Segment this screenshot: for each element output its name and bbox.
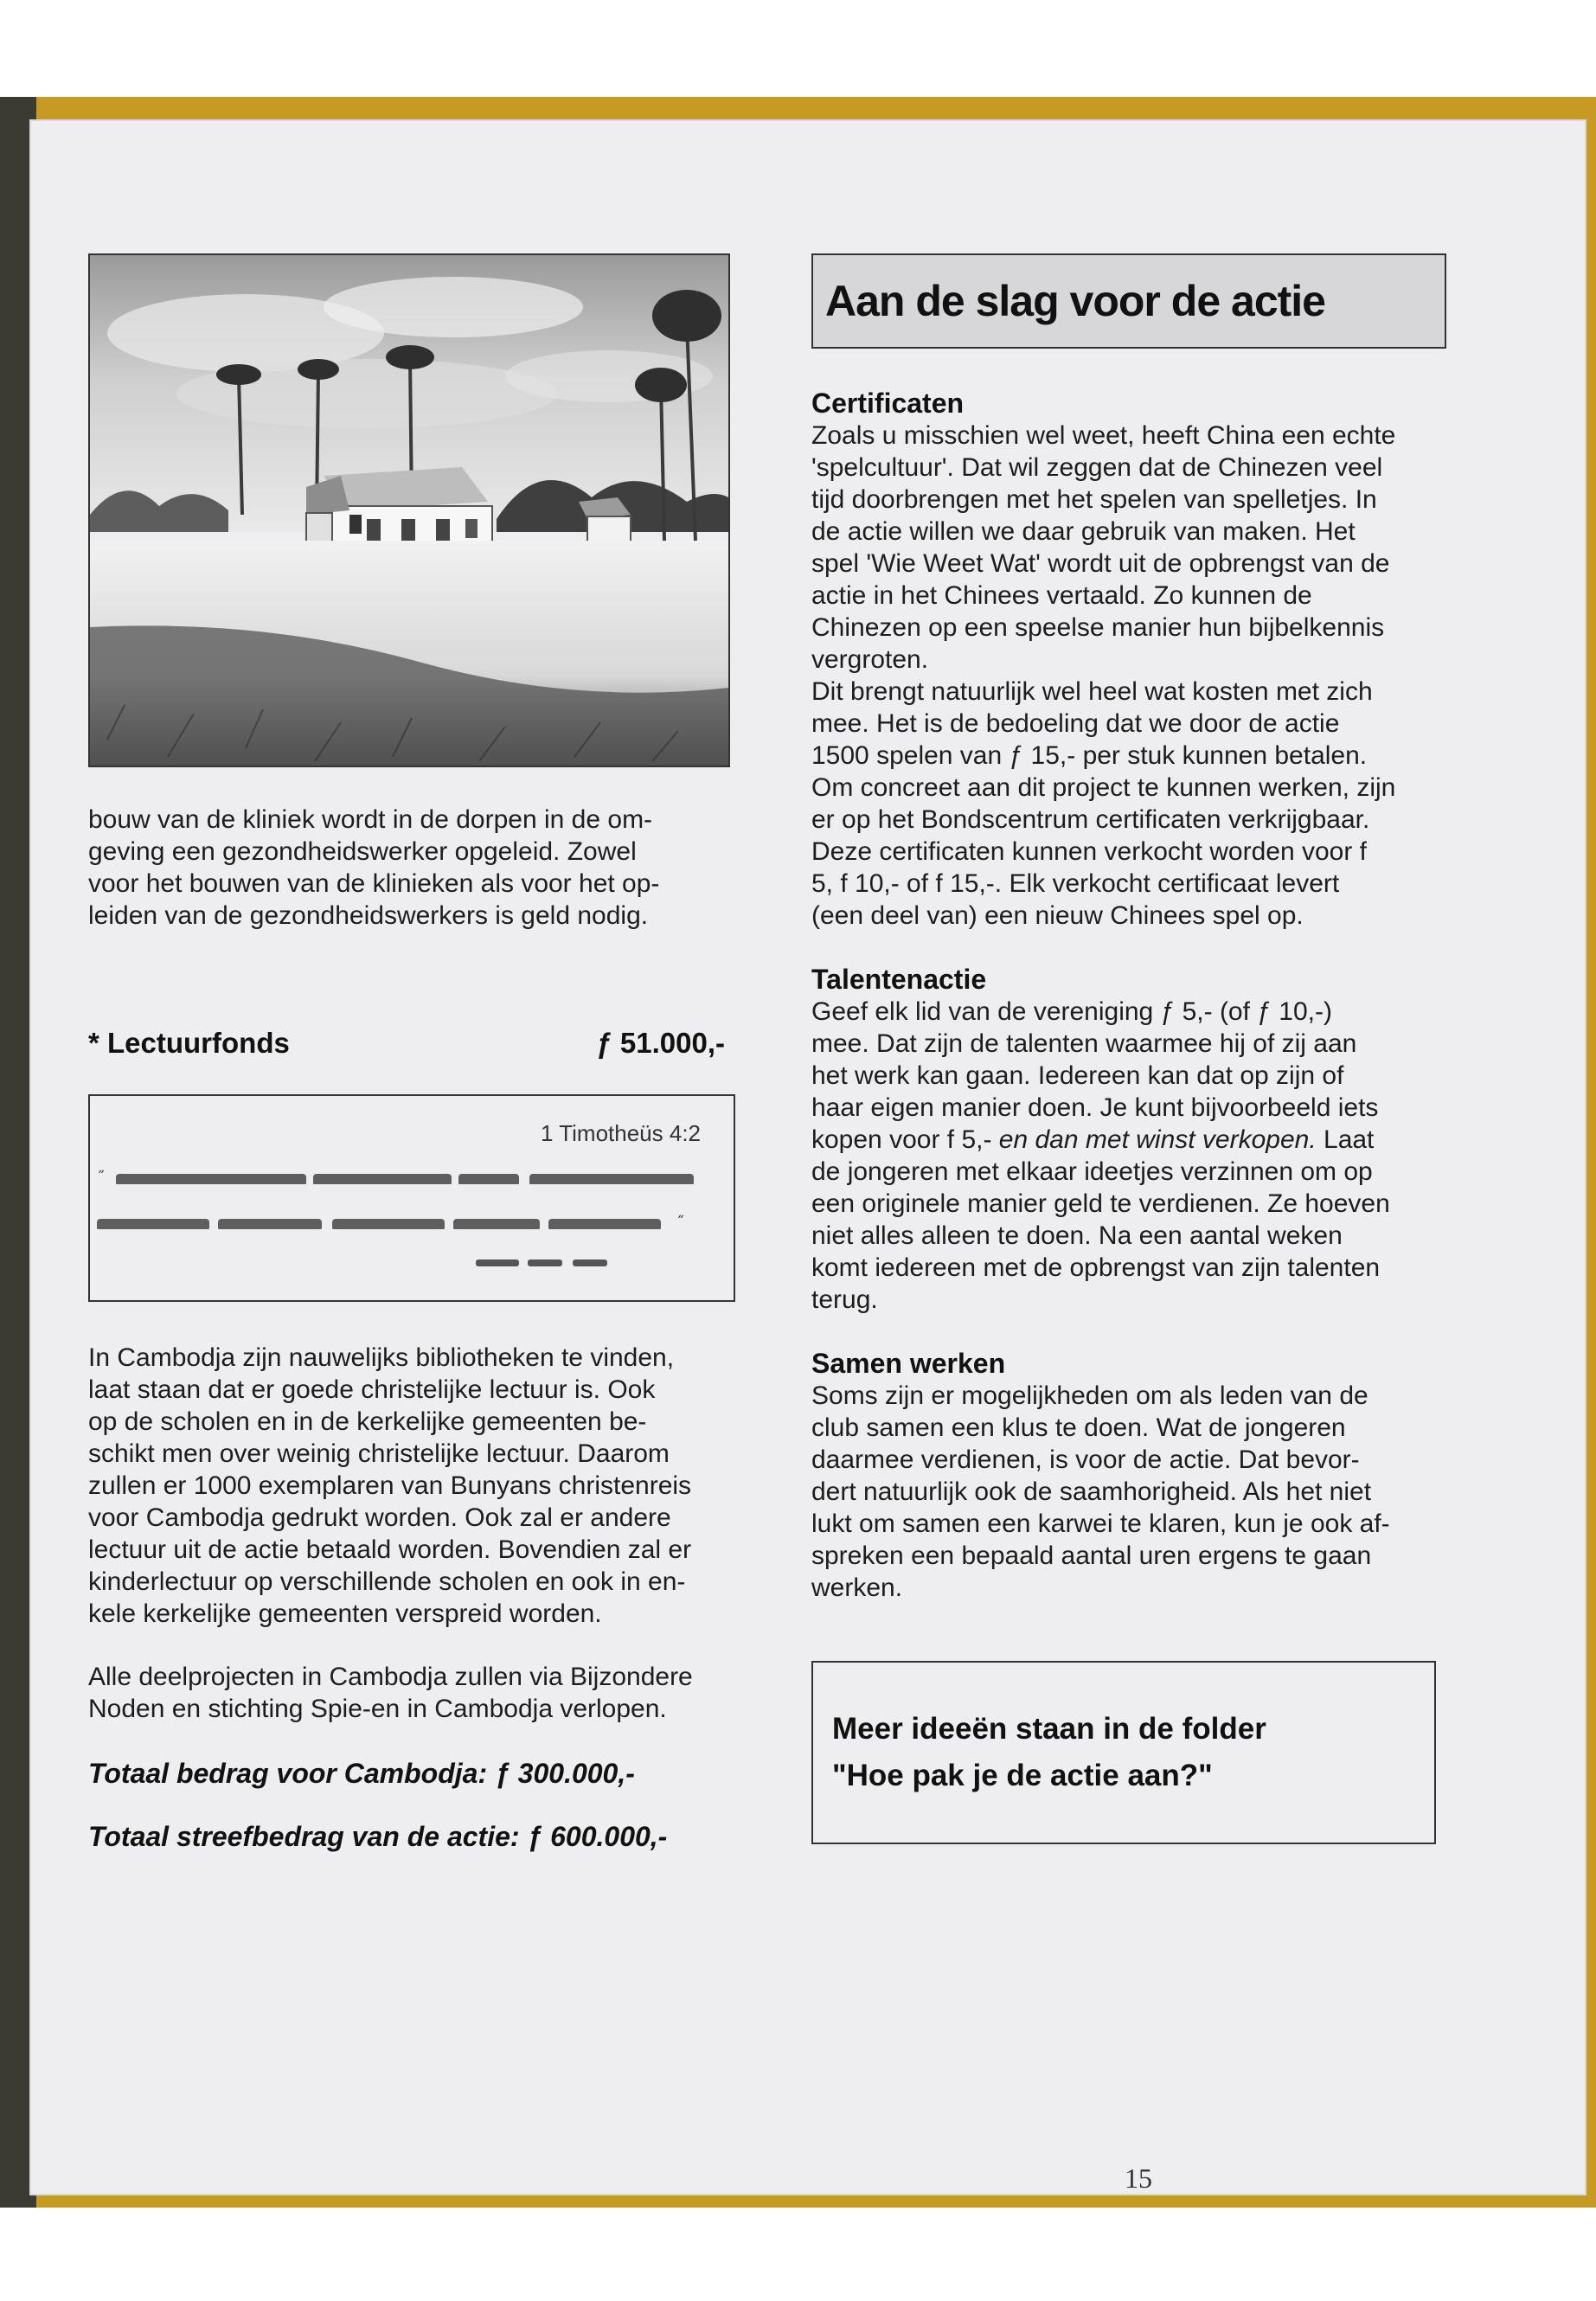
clinic-photo-illustration: [90, 255, 728, 766]
fund-amount: ƒ 51.000,-: [596, 1027, 725, 1059]
talentenactie-text-after: Laat de jongeren met elkaar ideetjes verzinnen om op een originele manier geld te verdienen. Ze hoeven niet alles alleen te doen. Na een aantal weken komt iedereen met de opbrengst van zijn talenten terug.: [811, 1125, 1390, 1314]
talentenactie-paragraph: [811, 996, 1477, 1316]
cambodja-paragraph: In Cambodja zijn nauwelijks bibliotheken te vinden, laat staan dat er goede christelijke lectuur is. Ook op de scholen en in de kerkelijke gemeenten be- schikt men over weinig christelijke lectuur. Daarom zullen er 1000 exemplaren van Bunyans christenreis voor Cambodja gedrukt worden. Ook zal er andere lectuur uit de actie betaald worden. Bovendien zal er kinderlectuur op verschillende scholen en ook in en- kele kerkelijke gemeenten verspreid worden.: [88, 1343, 692, 1628]
page-number: 15: [1125, 2163, 1152, 2194]
page-title: Aan de slag voor de actie: [825, 277, 1325, 325]
right-column: [811, 253, 1477, 1844]
talentenactie-text-italic: en dan met winst verkopen.: [998, 1125, 1317, 1154]
section-title-talentenactie: Talentenactie: [811, 964, 987, 995]
callout-line-1: Meer ideeën staan in de folder: [832, 1712, 1266, 1746]
section-title-samen-werken: Samen werken: [811, 1348, 1006, 1379]
clinic-paragraph: bouw van de kliniek wordt in de dorpen in de om- geving een gezondheidswerker opgeleid. Zowel voor het bouwen van de klinieken als voor het op- leiden van de gezondheidswerkers is geld nodig.: [88, 805, 660, 930]
total-actie: Totaal streefbedrag van de actie: ƒ 600.000,-: [88, 1821, 668, 1852]
svg-text:˝: ˝: [97, 1169, 105, 1184]
lectuurfonds-row: [88, 1027, 725, 1060]
khmer-script-line-1: [97, 1169, 720, 1184]
photo-clinic: [88, 253, 730, 767]
total-cambodja: Totaal bedrag voor Cambodja: ƒ 300.000,-: [88, 1758, 635, 1789]
section-title-certificaten: Certificaten: [811, 388, 965, 419]
svg-text:˝: ˝: [676, 1214, 684, 1229]
left-column: [88, 253, 763, 1853]
magazine-page: [29, 119, 1586, 2195]
khmer-script-line-2: [97, 1214, 720, 1229]
folder-callout-box: [811, 1661, 1436, 1844]
khmer-quote-box: [88, 1094, 735, 1302]
deelprojecten-paragraph: Alle deelprojecten in Cambodja zullen via Bijzondere Noden en stichting Spie-en in Cambodja verlopen.: [88, 1663, 693, 1723]
samen-werken-paragraph: Soms zijn er mogelijkheden om als leden van de club samen een klus te doen. Wat de jongeren daarmee verdienen, is voor de actie. Dat bevor- dert natuurlijk ook de saamhorigheid. Als het niet lukt om samen een karwei te klaren, kun je ook af- spreken een bepaald aantal uren ergens te gaan werken.: [811, 1381, 1390, 1602]
callout-line-2: "Hoe pak je de actie aan?": [832, 1759, 1213, 1792]
talentenactie-text-before: Geef elk lid van de vereniging ƒ 5,- (of ƒ 10,-) mee. Dat zijn de talenten waarmee hij of zij aan het werk kan gaan. Iedereen kan dat op zijn of haar eigen manier doen. Je kunt bijvoorbeeld iets kopen voor f 5,-: [811, 997, 1379, 1154]
fund-label: * Lectuurfonds: [88, 1027, 290, 1059]
quote-reference: 1 Timotheüs 4:2: [541, 1120, 701, 1146]
khmer-script-citation: [467, 1254, 631, 1272]
certificaten-paragraph: Zoals u misschien wel weet, heeft China een echte 'spelcultuur'. Dat wil zeggen dat de Chinezen veel tijd doorbrengen met het spelen van spelletjes. In de actie willen we daar gebruik van maken. Het spel 'Wie Weet Wat' wordt uit de opbrengst van de actie in het Chinees vertaald. Zo kunnen de Chinezen op een speelse manier hun bijbelkennis vergroten. Dit brengt natuurlijk wel heel wat kosten met zich mee. Het is de bedoeling dat we door de actie 1500 spelen van ƒ 15,- per stuk kunnen betalen. Om concreet aan dit project te kunnen werken, zijn er op het Bondscentrum certificaten verkrijgbaar. Deze certificaten kunnen verkocht worden voor f 5, f 10,- of f 15,-. Elk verkocht certificaat levert (een deel van) een nieuw Chinees spel op.: [811, 421, 1396, 930]
headline-box: [811, 253, 1446, 349]
